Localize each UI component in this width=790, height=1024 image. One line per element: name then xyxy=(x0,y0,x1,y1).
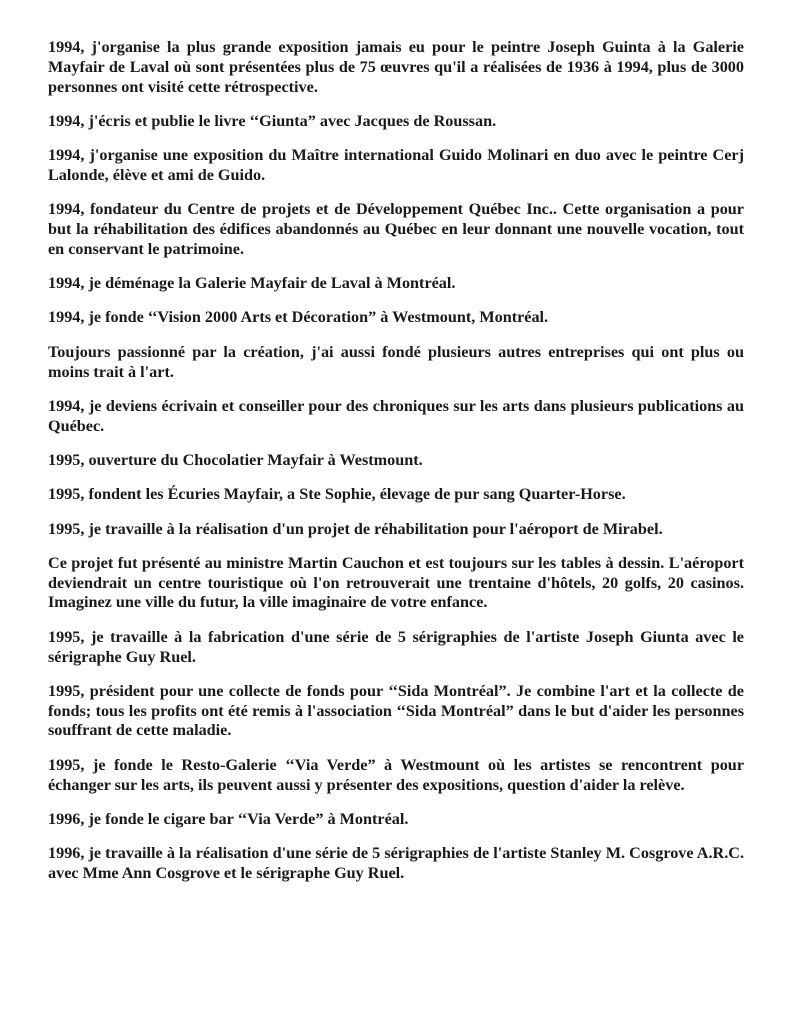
paragraph-giunta-serigraphs: 1995, je travaille à la fabrication d'une série de 5 sérigraphies de l'artiste Joseph Giunta avec le sérigraphe Guy Ruel. xyxy=(48,627,744,666)
paragraph-other-businesses: Toujours passionné par la création, j'ai aussi fondé plusieurs autres entreprises qui ont plus ou moins trait à l'art. xyxy=(48,342,744,381)
paragraph-gallery-move: 1994, je déménage la Galerie Mayfair de Laval à Montréal. xyxy=(48,274,456,293)
document-page xyxy=(48,38,744,898)
paragraph-sida-fundraiser: 1995, président pour une collecte de fonds pour ‘‘Sida Montréal”. Je combine l'art et la collecte de fonds; tous les profits ont été remis à l'association ‘‘Sida Montréal” dans le but d'aider les personnes souffrant de cette maladie. xyxy=(48,681,744,740)
paragraph-mirabel-project: 1995, je travaille à la réalisation d'un projet de réhabilitation pour l'aéroport de Mirabel. xyxy=(48,519,663,538)
paragraph-giunta-book: 1994, j'écris et publie le livre ‘‘Giunta” avec Jacques de Roussan. xyxy=(48,111,497,130)
paragraph-guinta-exhibition: 1994, j'organise la plus grande exposition jamais eu pour le peintre Joseph Guinta à la Galerie Mayfair de Laval où sont présentées plus de 75 œuvres qu'il a réalisées de 1936 à 1994, plus de 3000 personnes ont visité cette rétrospective. xyxy=(48,38,744,96)
paragraph-chocolatier: 1995, ouverture du Chocolatier Mayfair à Westmount. xyxy=(48,450,423,469)
paragraph-mirabel-details: Ce projet fut présenté au ministre Martin Cauchon et est toujours sur les tables à dessin. L'aéroport deviendrait un centre touristique où l'on retrouverait une trentaine d'hôtels, 20 golfs, 20 casinos. Imaginez une ville du futur, la ville imaginaire de votre enfance. xyxy=(48,553,744,612)
paragraph-writer-advisor: 1994, je deviens écrivain et conseiller pour des chroniques sur les arts dans plusieurs publications au Québec. xyxy=(48,396,744,435)
paragraph-cosgrove-serigraphs: 1996, je travaille à la réalisation d'une série de 5 sérigraphies de l'artiste Stanley M. Cosgrove A.R.C. avec Mme Ann Cosgrove et le sérigraphe Guy Ruel. xyxy=(48,844,744,882)
paragraph-via-verde-cigar: 1996, je fonde le cigare bar ‘‘Via Verde” à Montréal. xyxy=(48,809,409,828)
paragraph-molinari-exhibition: 1994, j'organise une exposition du Maître international Guido Molinari en duo avec le peintre Cerj Lalonde, élève et ami de Guido. xyxy=(48,146,744,184)
paragraph-vision-2000: 1994, je fonde ‘‘Vision 2000 Arts et Décoration” à Westmount, Montréal. xyxy=(48,308,549,327)
paragraph-centre-projets: 1994, fondateur du Centre de projets et de Développement Québec Inc.. Cette organisation a pour but la réhabilitation des édifices abandonnés au Québec en leur donnant une nouvelle vocation, tout en conservant le patrimoine. xyxy=(48,200,744,258)
paragraph-via-verde-resto: 1995, je fonde le Resto-Galerie ‘‘Via Verde” à Westmount où les artistes se rencontrent pour échanger sur les arts, ils peuvent aussi y présenter des expositions, question d'aider la relève. xyxy=(48,755,744,794)
paragraph-ecuries: 1995, fondent les Écuries Mayfair, a Ste Sophie, élevage de pur sang Quarter-Horse. xyxy=(48,485,626,504)
